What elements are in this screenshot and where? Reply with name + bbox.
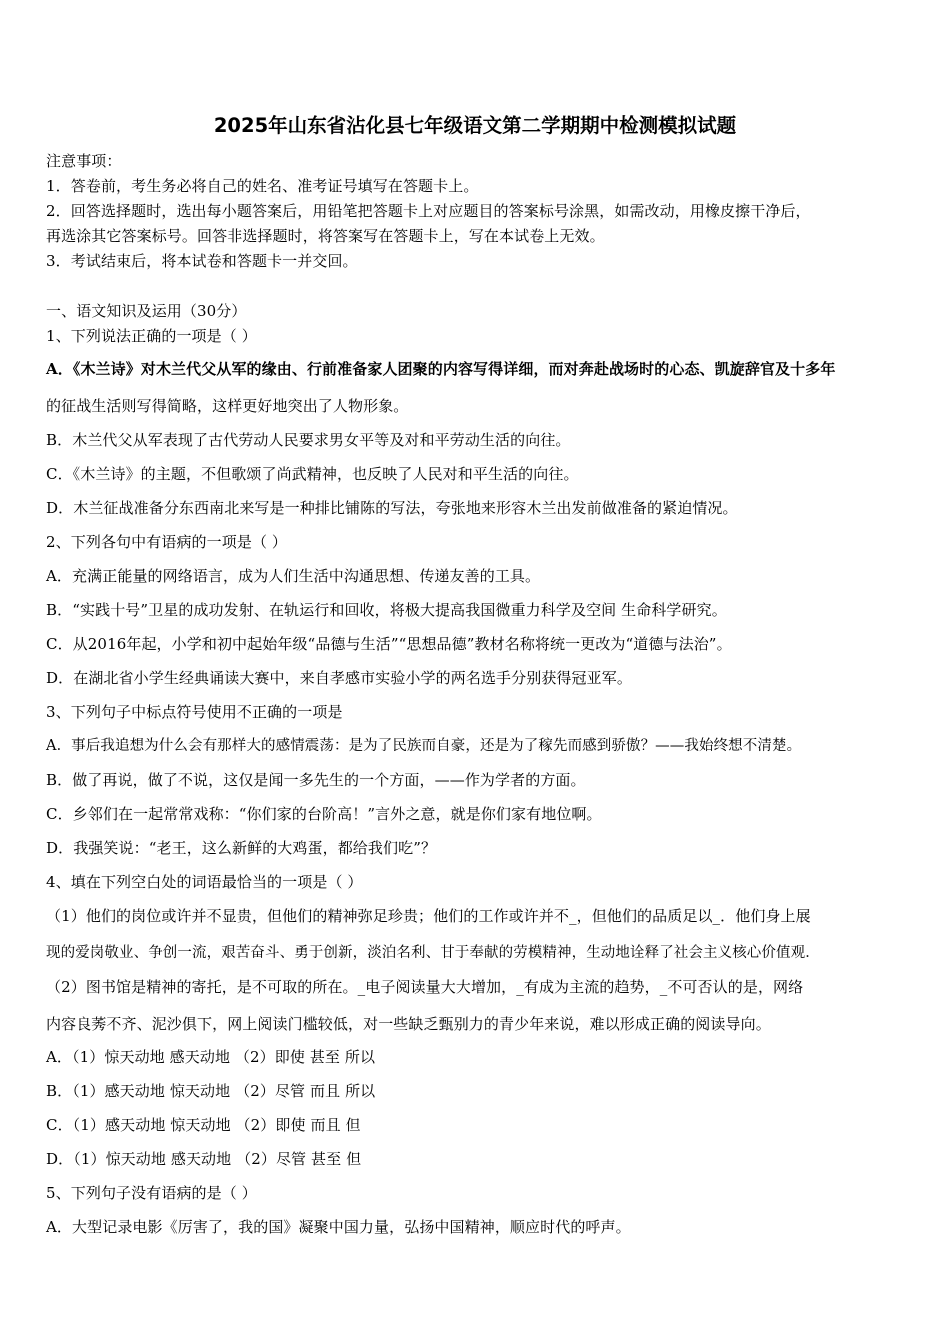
option-d: D．（1）惊天动地 感天动地 （2）尽管 甚至 但 bbox=[46, 1150, 362, 1168]
question-stem: 1、下列说法正确的一项是（ ） bbox=[46, 327, 257, 345]
page-title: 2025年山东省沾化县七年级语文第二学期期中检测模拟试题 bbox=[213, 114, 737, 137]
question-stem: 5、下列句子没有语病的是（ ） bbox=[46, 1184, 257, 1202]
question-stem: 3、下列句子中标点符号使用不正确的一项是 bbox=[46, 703, 343, 721]
option-c: C．《木兰诗》的主题，不但歌颂了尚武精神，也反映了人民对和平生活的向往。 bbox=[46, 465, 579, 483]
option-b: B．做了再说，做了不说，这仅是闻一多先生的一个方面，——作为学者的方面。 bbox=[46, 771, 586, 789]
option-a: A．事后我追想为什么会有那样大的感情震荡：是为了民族而自豪，还是为了稼先而感到骄傲？——我始终想不清楚。 bbox=[46, 738, 802, 754]
option-a: A．充满正能量的网络语言，成为人们生活中沟通思想、传递友善的工具。 bbox=[46, 567, 541, 585]
option-b: B．木兰代父从军表现了古代劳动人民要求男女平等及对和平劳动生活的向往。 bbox=[46, 431, 571, 449]
option-b: B．“实践十号”卫星的成功发射、在轨运行和回收，将极大提高我国微重力科学及空间 生命科学研究。 bbox=[46, 601, 727, 619]
option-a: A．大型记录电影《厉害了，我的国》凝聚中国力量，弘扬中国精神，顺应时代的呼声。 bbox=[46, 1218, 631, 1236]
passage-line: （1）他们的岗位或许并不显贵，但他们的精神弥足珍贵；他们的工作或许并不_，但他们的品质足以_．他们身上展 bbox=[46, 907, 811, 925]
passage-line: 现的爱岗敬业、争创一流，艰苦奋斗、勇于创新，淡泊名利、甘于奉献的劳模精神，生动地诠释了社会主义核心价值观． bbox=[46, 945, 820, 961]
option-a: A．《木兰诗》对木兰代父从军的缘由、行前准备家人团聚的内容写得详细，而对奔赴战场时的心态、凯旋辞官及十多年 bbox=[46, 360, 836, 378]
notice-item: 1．答卷前，考生务必将自己的姓名、准考证号填写在答题卡上。 bbox=[46, 177, 479, 195]
passage-line: （2）图书馆是精神的寄托，是不可取的所在。_电子阅读量大大增加，_有成为主流的趋势，_不可否认的是，网络 bbox=[46, 978, 804, 996]
notice-heading: 注意事项： bbox=[46, 152, 122, 170]
notice-item: 3．考试结束后，将本试卷和答题卡一并交回。 bbox=[46, 252, 358, 270]
notice-item: 再选涂其它答案标号。回答非选择题时，将答案写在答题卡上，写在本试卷上无效。 bbox=[46, 227, 605, 245]
section-heading: 一、语文知识及运用（30分） bbox=[46, 302, 247, 320]
option-d: D．在湖北省小学生经典诵读大赛中，来自孝感市实验小学的两名选手分别获得冠亚军。 bbox=[46, 669, 632, 687]
option-c: C．乡邻们在一起常常戏称：“你们家的台阶高！”言外之意，就是你们家有地位啊。 bbox=[46, 805, 602, 823]
question-stem: 4、填在下列空白处的词语最恰当的一项是（ ） bbox=[46, 873, 363, 891]
option-text: 的征战生活则写得简略，这样更好地突出了人物形象。 bbox=[46, 397, 409, 415]
option-text bbox=[46, 359, 835, 379]
option-d: D．我强笑说：“老王，这么新鲜的大鸡蛋，都给我们吃”？ bbox=[46, 839, 437, 857]
option-c: C．从2016年起，小学和初中起始年级“品德与生活”“思想品德”教材名称将统一更改为“道德与法治”。 bbox=[46, 635, 732, 653]
option-c: C．（1）感天动地 惊天动地 （2）即使 而且 但 bbox=[46, 1116, 361, 1134]
option-d: D．木兰征战准备分东西南北来写是一种排比铺陈的写法，夸张地来形容木兰出发前做准备的紧迫情况。 bbox=[46, 499, 738, 517]
option-a: A．（1）惊天动地 感天动地 （2）即使 甚至 所以 bbox=[46, 1048, 376, 1066]
notice-item: 2．回答选择题时，选出每小题答案后，用铅笔把答题卡上对应题目的答案标号涂黑，如需改动，用橡皮擦干净后， bbox=[46, 202, 811, 220]
option-b: B．（1）感天动地 惊天动地 （2）尽管 而且 所以 bbox=[46, 1082, 376, 1100]
question-stem: 2、下列各句中有语病的一项是（ ） bbox=[46, 533, 288, 551]
passage-line: 内容良莠不齐、泥沙俱下，网上阅读门槛较低，对一些缺乏甄别力的青少年来说，难以形成正确的阅读导向。 bbox=[46, 1015, 771, 1033]
